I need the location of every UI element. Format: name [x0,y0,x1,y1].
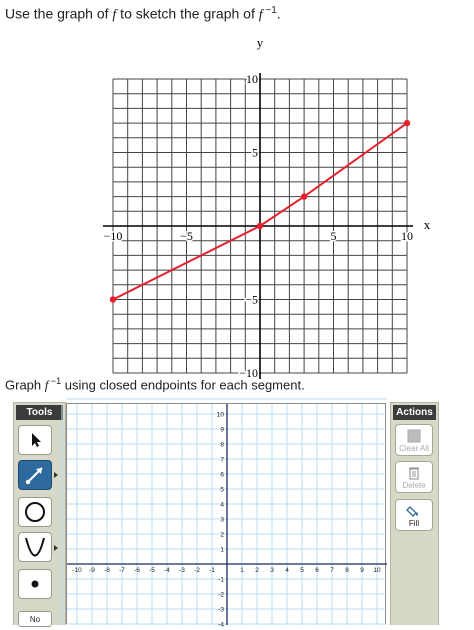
workspace-x-tick: -10 [72,567,82,574]
workspace-x-tick: 6 [315,567,319,574]
workspace-y-tick: -1 [218,576,224,584]
pointer-tool-button[interactable] [18,425,52,455]
actions-panel [390,402,439,625]
x-tick-label: 5 [330,229,337,243]
workspace-y-tick: 6 [220,471,224,479]
point-icon [29,578,41,590]
workspace-y-tick: -4 [218,621,224,629]
workspace-y-tick: 2 [220,531,224,539]
data-point [301,193,307,199]
parabola-tool-button[interactable] [18,532,52,562]
workspace-x-tick: 7 [330,567,334,574]
point-tool-button[interactable] [18,569,52,599]
workspace-x-tick: -2 [194,567,200,574]
workspace-x-tick: 10 [373,567,381,574]
paint-bucket-icon [406,504,422,518]
graph-instructions: Graph f $^{-1}$ using closed endpoints for each segment. [5,376,305,393]
workspace-y-tick: 10 [216,411,224,419]
workspace-y-tick: 9 [220,426,224,434]
data-point [404,120,410,126]
parabola-tool-menu-arrow[interactable] [54,545,58,551]
workspace-x-tick: 3 [270,567,274,574]
workspace-x-tick: 5 [300,567,304,574]
y-tick-label: −5 [245,292,258,307]
x-tick-label: −5 [180,229,193,243]
workspace-x-tick: -3 [179,567,185,574]
problem-prompt: Use the graph of f to sketch the graph of f $^{-1}$. [5,5,281,23]
workspace-x-tick: -4 [164,567,170,574]
circle-icon [23,500,47,524]
workspace-x-tick: 8 [345,567,349,574]
y-tick-label: 10 [246,72,258,86]
y-tick-label: 5 [252,145,258,160]
workspace-x-tick: -6 [134,567,140,574]
y-axis-label: y [256,35,264,50]
pointer-arrow-icon [27,431,43,449]
tools-panel [13,402,66,625]
workspace-y-tick: 5 [220,486,224,494]
workspace-x-tick: 2 [255,567,259,574]
workspace-x-tick: -7 [119,567,125,574]
workspace-y-tick: 1 [220,546,224,554]
line-segment-icon [23,464,47,486]
workspace-x-tick: -5 [149,567,155,574]
graphing-workspace[interactable] [66,403,386,629]
workspace-x-tick: -9 [89,567,95,574]
clear-all-button[interactable]: Clear All [395,424,433,456]
workspace-y-tick: 7 [220,456,224,464]
clear-all-icon [407,429,421,443]
delete-button[interactable]: Delete [395,461,433,493]
workspace-y-tick: -3 [218,606,224,614]
given-graph [96,35,442,380]
segment-tool-button[interactable] [18,460,52,490]
y-tick-label: −10 [239,366,258,380]
workspace-y-tick: 4 [220,501,224,509]
workspace-y-tick: -2 [218,591,224,599]
fill-button[interactable]: Fill [395,499,433,531]
circle-tool-button[interactable] [18,497,52,527]
trash-icon [408,466,420,480]
x-axis-label: x [423,217,431,232]
workspace-x-tick: 4 [285,567,289,574]
workspace-y-tick: 3 [220,516,224,524]
segment-tool-menu-arrow[interactable] [54,472,58,478]
no-solution-button[interactable]: No [18,611,52,627]
workspace-x-tick: -1 [209,567,215,574]
workspace-x-tick: 1 [240,567,244,574]
actions-header: Actions [393,405,436,420]
workspace-y-tick: 8 [220,441,224,449]
x-tick-label: −10 [103,229,123,243]
data-point [110,296,116,302]
tools-header: Tools [16,405,63,420]
x-tick-label: 10 [401,229,413,243]
parabola-icon [22,535,48,559]
workspace-x-tick: -8 [104,567,110,574]
workspace-x-tick: 9 [360,567,364,574]
data-point [257,223,263,229]
